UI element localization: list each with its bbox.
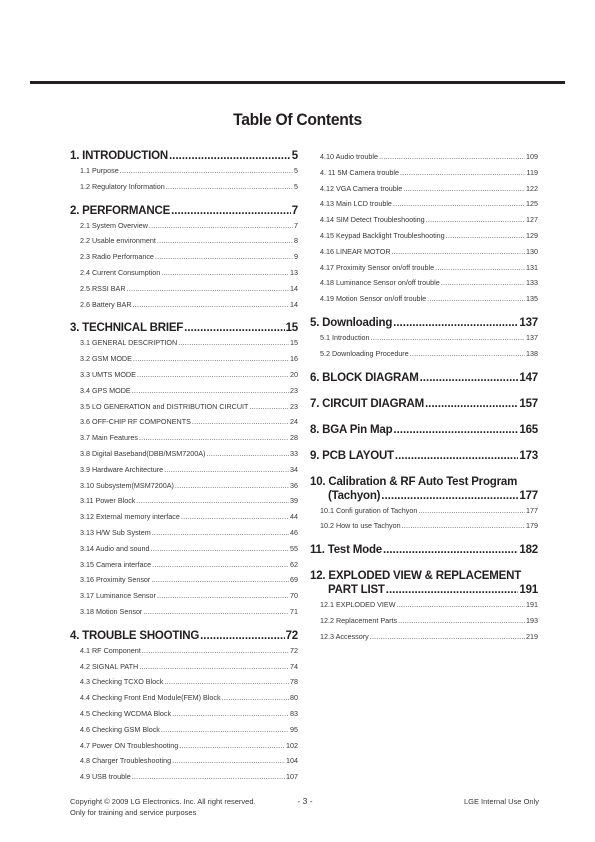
toc-entry[interactable]: 3.4 GPS MODE ..... 23 [70,383,298,399]
toc-section-6[interactable]: 6. BLOCK DIAGRAM ..... 147 [310,371,538,385]
toc-entry[interactable]: 3.17 Luminance Sensor ..... 70 [70,588,298,604]
toc-entry[interactable]: 2.2 Usable environment ..... 8 [70,233,298,249]
toc-entry[interactable]: 4.3 Checking TCXO Block ..... 78 [70,674,298,690]
toc-section [70,321,298,619]
toc-section-9[interactable]: 9. PCB LAYOUT ..... 173 [310,449,538,463]
toc-entry[interactable]: 4.14 SIM Detect Troubleshooting ..... 127 [310,212,538,228]
toc-entry[interactable]: 4.15 Keypad Backlight Troubleshooting ..... 129 [310,228,538,244]
toc-section-heading-line1[interactable]: 12. EXPLODED VIEW & REPLACEMENT [310,570,522,583]
toc-entry[interactable]: 3.1 GENERAL DESCRIPTION ..... 15 [70,335,298,351]
page-number: - 3 - [297,796,313,806]
toc-entry[interactable]: 3.14 Audio and sound ..... 55 [70,541,298,557]
toc-section-8[interactable]: 8. BGA Pin Map ..... 165 [310,423,538,437]
toc-entry[interactable]: 4.6 Checking GSM Block ..... 95 [70,722,298,738]
toc-right-column [310,149,538,645]
toc-section-10 [310,475,538,535]
toc-entry[interactable]: 3.13 H/W Sub System ..... 46 [70,525,298,541]
toc-entry[interactable]: 3.16 Proximity Sensor ..... 69 [70,572,298,588]
toc-entry[interactable]: 3.7 Main Features ..... 28 [70,430,298,446]
toc-entry[interactable]: 2.5 RSSI BAR ..... 14 [70,281,298,297]
toc-section-11[interactable]: 11. Test Mode ..... 182 [310,543,538,557]
toc-section-heading[interactable]: 4. TROUBLE SHOOTING ..... 72 [70,629,298,643]
toc-entry[interactable]: 2.4 Current Consumption ..... 13 [70,265,298,281]
toc-entry[interactable]: 12.3 Accessory ..... 219 [310,629,538,645]
toc-entry[interactable]: 4.13 Main LCD trouble ..... 125 [310,196,538,212]
toc-entry[interactable]: 3.11 Power Block ..... 39 [70,493,298,509]
toc-section-12 [310,569,538,644]
toc-entry[interactable]: 3.12 External memory interface ..... 44 [70,509,298,525]
toc-entry[interactable]: 3.5 LO GENERATION and DISTRIBUTION CIRCUIT ..... 23 [70,399,298,415]
toc-entry[interactable]: 10.1 Confi guration of Tachyon ..... 177 [310,503,538,519]
page-title: Table Of Contents [233,110,362,129]
toc-entry[interactable]: 4.12 VGA Camera trouble ..... 122 [310,181,538,197]
usage-text: Only for training and service purposes [70,808,197,817]
toc-entry[interactable]: 4.8 Charger Troubleshooting ..... 104 [70,753,298,769]
toc-section [70,149,298,195]
toc-entry[interactable]: 3.3 UMTS MODE ..... 20 [70,367,298,383]
toc-entry[interactable]: 3.8 Digital Baseband(DBB/MSM7200A) ..... 33 [70,446,298,462]
toc-entry[interactable]: 4.16 LINEAR MOTOR ..... 130 [310,244,538,260]
top-rule [30,81,565,84]
toc-section-heading[interactable]: 2. PERFORMANCE ..... 7 [70,204,298,218]
toc-entry[interactable]: 4.1 RF Component ..... 72 [70,643,298,659]
toc-entry[interactable]: 4.4 Checking Front End Module(FEM) Block ..... 80 [70,690,298,706]
toc-section-heading-line2[interactable]: PART LIST ..... 191 [310,583,538,597]
toc-entry[interactable]: 10.2 How to use Tachyon ..... 179 [310,518,538,534]
toc-section-heading-line1[interactable]: 10. Calibration & RF Auto Test Program [310,475,518,488]
toc-entry[interactable]: 3.2 GSM MODE ..... 16 [70,351,298,367]
toc-entry[interactable]: 4.5 Checking WCDMA Block ..... 83 [70,706,298,722]
toc-section [70,629,298,785]
toc-entry[interactable]: 4.19 Motion Sensor on/off trouble ..... 135 [310,291,538,307]
toc-entry[interactable]: 2.3 Radio Performance ..... 9 [70,249,298,265]
toc-section-heading[interactable]: 3. TECHNICAL BRIEF ..... 15 [70,321,298,335]
toc-section-heading-line2[interactable]: (Tachyon) ..... 177 [310,489,538,503]
toc-entry[interactable]: 2.6 Battery BAR ..... 14 [70,297,298,313]
toc-section-5 [310,316,538,362]
toc-entry[interactable]: 3.18 Motion Sensor ..... 71 [70,604,298,620]
toc-section-heading[interactable]: 5. Downloading ..... 137 [310,316,538,330]
toc-entry[interactable]: 3.10 Subsystem(MSM7200A) ..... 36 [70,478,298,494]
toc-entry[interactable]: 12.1 EXPLODED VIEW ..... 191 [310,597,538,613]
toc-section-heading[interactable]: 1. INTRODUCTION ..... 5 [70,149,298,163]
toc-entry[interactable]: 4. 11 5M Camera trouble ..... 119 [310,165,538,181]
toc-entry[interactable]: 4.10 Audio trouble ..... 109 [310,149,538,165]
toc-section [70,204,298,313]
toc-entry[interactable]: 4.9 USB trouble ..... 107 [70,769,298,785]
toc-entry[interactable]: 12.2 Replacement Parts ..... 193 [310,613,538,629]
toc-entry[interactable]: 4.17 Proximity Sensor on/off trouble ..... 131 [310,260,538,276]
toc-entry[interactable]: 2.1 System Overview ..... 7 [70,218,298,234]
footer-internal-label: LGE Internal Use Only [463,797,539,806]
toc-entry[interactable]: 3.6 OFF-CHIP RF COMPONENTS ..... 24 [70,414,298,430]
toc-entry[interactable]: 5.2 Downloading Procedure ..... 138 [310,346,538,362]
copyright-text: Copyright © 2009 LG Electronics. Inc. All right reserved. [70,797,256,806]
toc-entry[interactable]: 3.15 Camera interface ..... 62 [70,557,298,573]
toc-entry[interactable]: 1.2 Regulatory Information ..... 5 [70,179,298,195]
toc-entry[interactable]: 4.7 Power ON Troubleshooting ..... 102 [70,738,298,754]
toc-entry[interactable]: 4.2 SIGNAL PATH ..... 74 [70,659,298,675]
toc-entry[interactable]: 1.1 Purpose ..... 5 [70,163,298,179]
toc-entry[interactable]: 3.9 Hardware Architecture ..... 34 [70,462,298,478]
toc-entry[interactable]: 4.18 Luminance Sensor on/off trouble ..... 133 [310,275,538,291]
toc-left-column [70,149,298,791]
toc-section-7[interactable]: 7. CIRCUIT DIAGRAM ..... 157 [310,397,538,411]
toc-entry[interactable]: 5.1 Introduction ..... 137 [310,330,538,346]
